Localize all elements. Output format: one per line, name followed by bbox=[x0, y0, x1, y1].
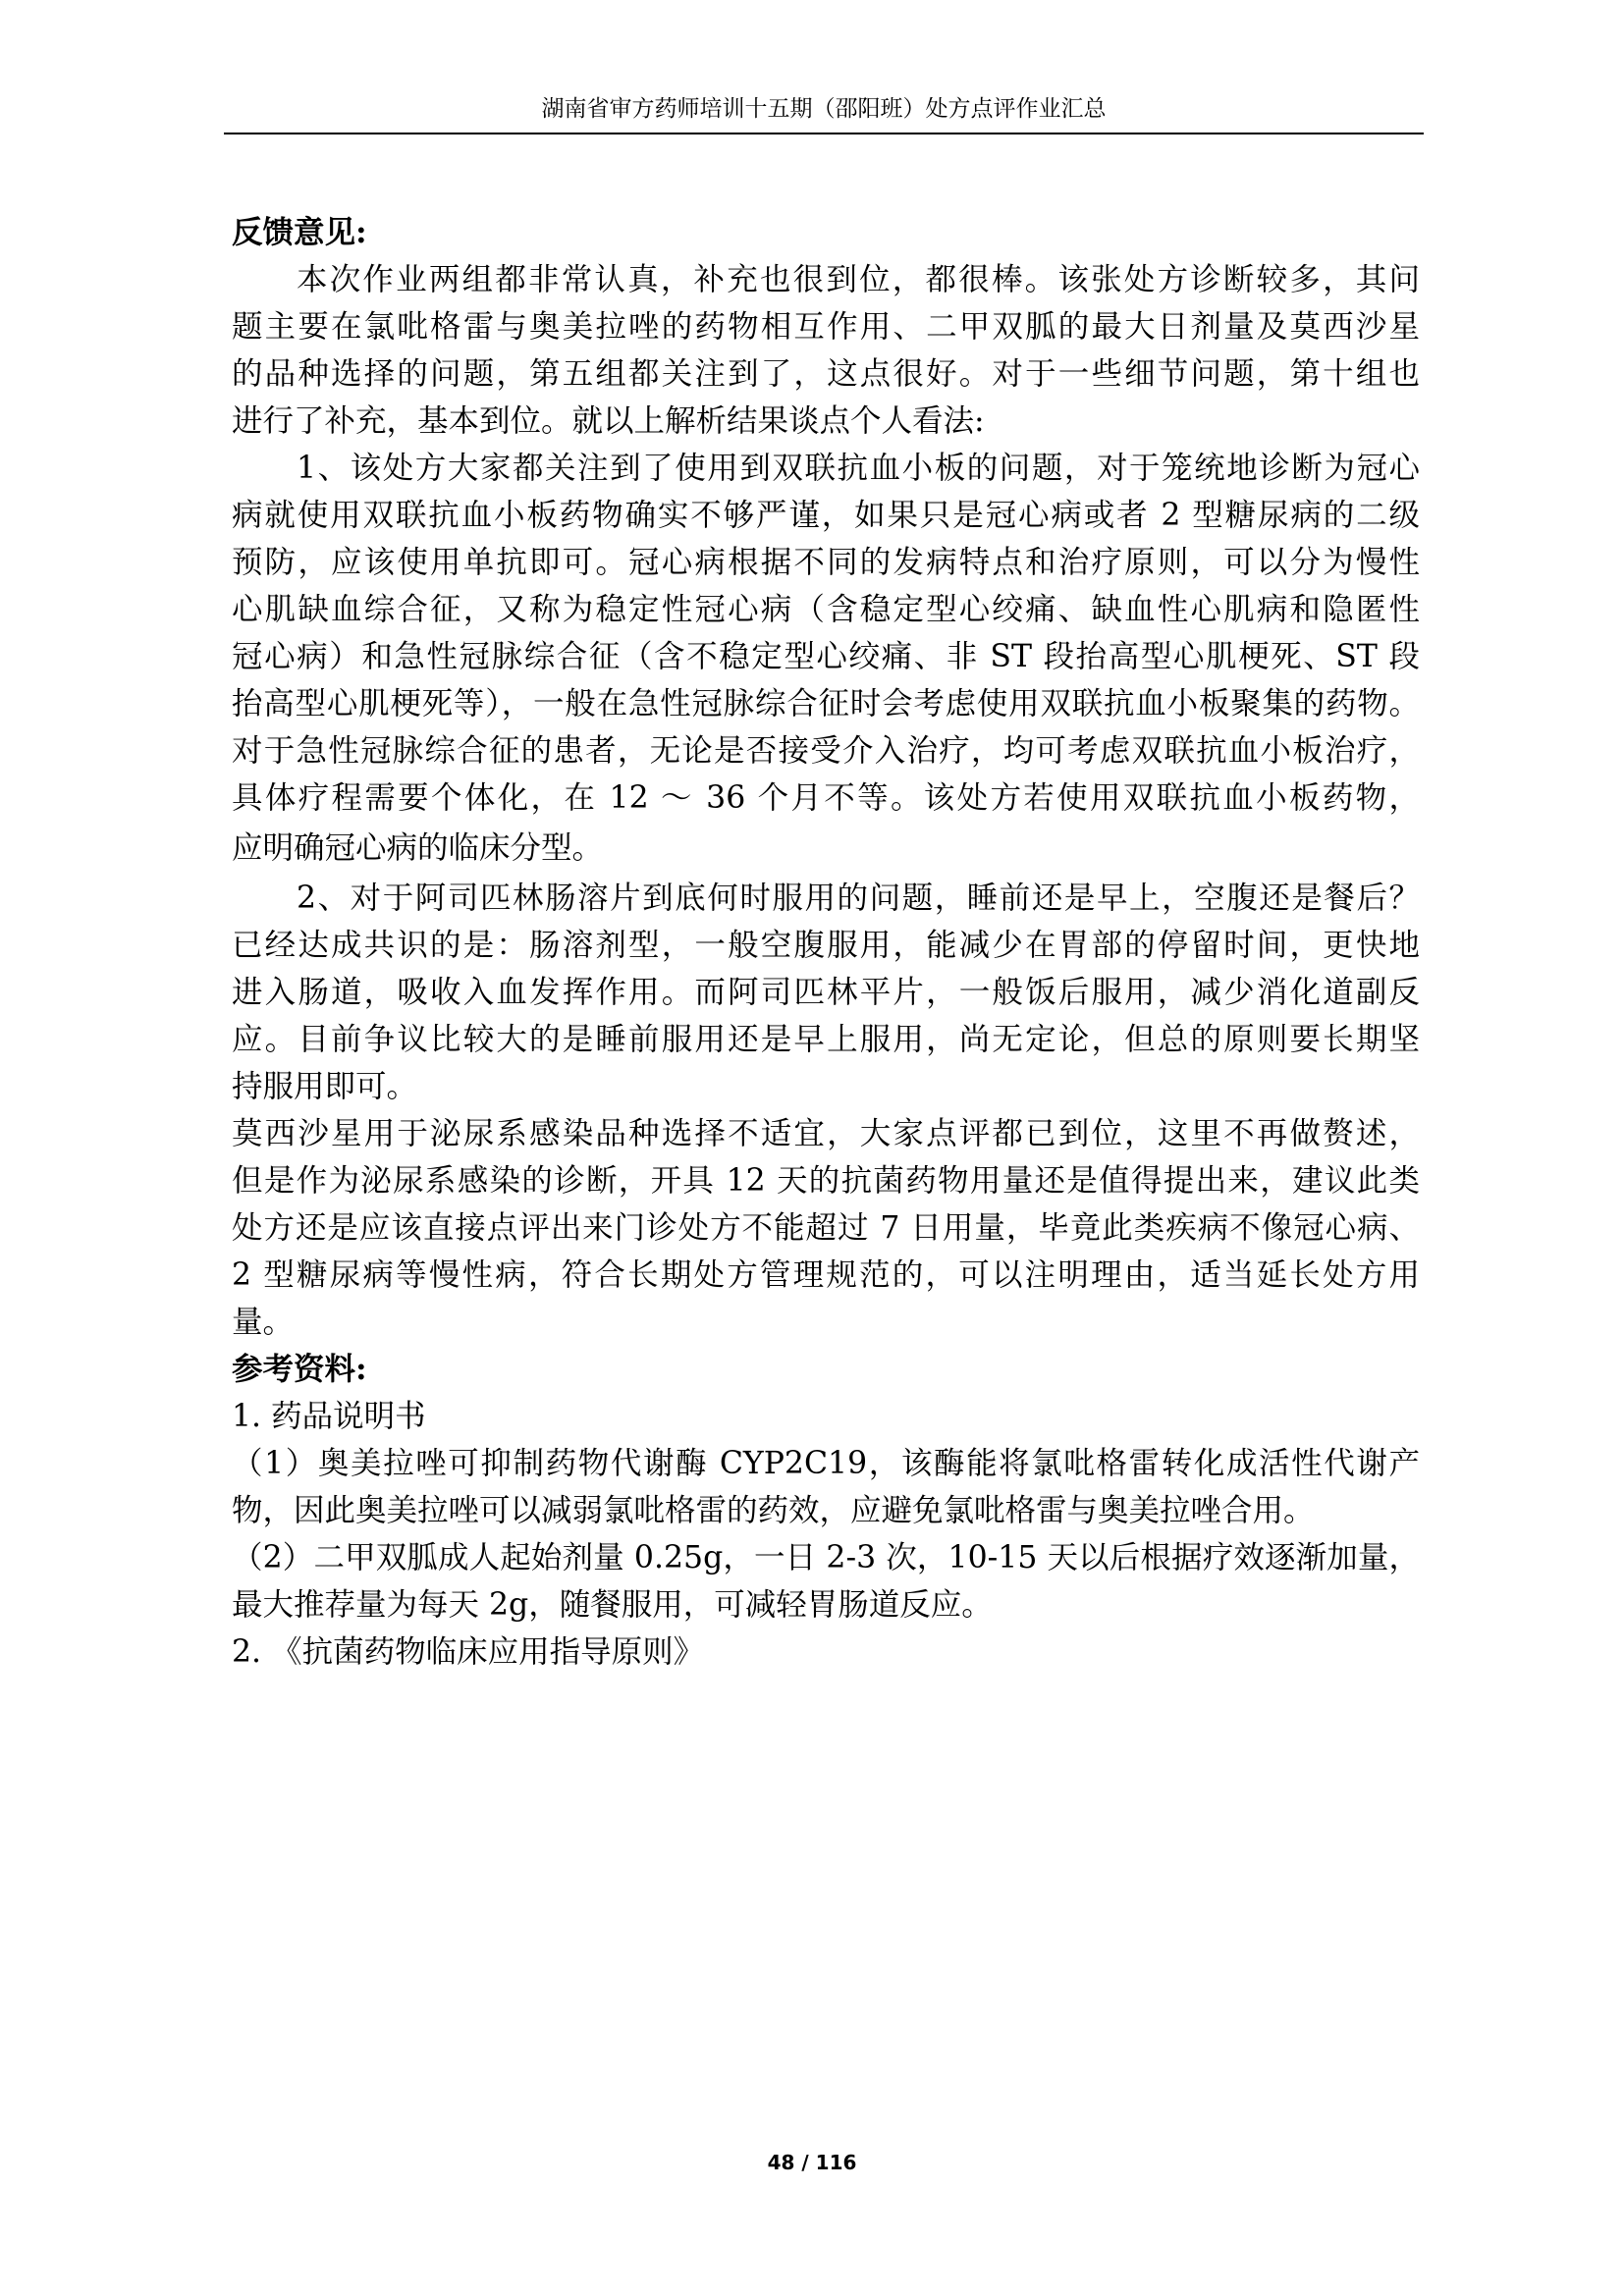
moxifloxacin-paragraph bbox=[232, 1110, 1420, 1346]
paragraph-line: 物，因此奥美拉唑可以减弱氯吡格雷的药效，应避免氯吡格雷与奥美拉唑合用。 bbox=[232, 1493, 1315, 1528]
references-heading: 参考资料: bbox=[232, 1351, 367, 1387]
paragraph-line: 已经达成共识的是：肠溶剂型，一般空腹服用，能减少在胃部的停留时间，更快地 bbox=[232, 928, 1420, 963]
paragraph-line: 莫西沙星用于泌尿系感染品种选择不适宜，大家点评都已到位，这里不再做赘述， bbox=[232, 1116, 1420, 1151]
paragraph-line: 应明确冠心病的临床分型。 bbox=[232, 830, 604, 866]
paragraph-line: （2）二甲双胍成人起始剂量 0.25g，一日 2-3 次，10-15 天以后根据疗效逐渐加量， bbox=[232, 1540, 1420, 1575]
paragraph-line: 病就使用双联抗血小板药物确实不够严谨，如果只是冠心病或者 2 型糖尿病的二级 bbox=[232, 498, 1420, 533]
intro-paragraph bbox=[232, 256, 1420, 445]
paragraph-line: 量。 bbox=[232, 1305, 295, 1340]
document-body bbox=[232, 209, 1420, 1676]
feedback-heading: 反馈意见: bbox=[232, 214, 367, 250]
paragraph-line: 应。目前争议比较大的是睡前服用还是早上服用，尚无定论，但总的原则要长期坚 bbox=[232, 1022, 1420, 1057]
paragraph-line: 本次作业两组都非常认真，补充也很到位，都很棒。该张处方诊断较多，其问 bbox=[297, 262, 1420, 297]
paragraph-line: 2 型糖尿病等慢性病，符合长期处方管理规范的，可以注明理由，适当延长处方用 bbox=[232, 1257, 1420, 1293]
paragraph-line: 但是作为泌尿系感染的诊断，开具 12 天的抗菌药物用量还是值得提出来，建议此类 bbox=[232, 1163, 1420, 1199]
paragraph-line: 心肌缺血综合征，又称为稳定性冠心病（含稳定型心绞痛、缺血性心肌病和隐匿性 bbox=[232, 592, 1420, 627]
paragraph-line: 2、对于阿司匹林肠溶片到底何时服用的问题，睡前还是早上，空腹还是餐后？ bbox=[297, 881, 1420, 916]
paragraph-line: 具体疗程需要个体化，在 12 ～ 36 个月不等。该处方若使用双联抗血小板药物， bbox=[232, 780, 1420, 816]
reference-1-item-1 bbox=[232, 1440, 1420, 1534]
paragraph-line: 题主要在氯吡格雷与奥美拉唑的药物相互作用、二甲双胍的最大日剂量及莫西沙星 bbox=[232, 309, 1420, 345]
paragraph-line: 的品种选择的问题，第五组都关注到了，这点很好。对于一些细节问题，第十组也 bbox=[232, 356, 1420, 392]
paragraph-line: 处方还是应该直接点评出来门诊处方不能超过 7 日用量，毕竟此类疾病不像冠心病、 bbox=[232, 1210, 1420, 1246]
paragraph-line: 1、该处方大家都关注到了使用到双联抗血小板的问题，对于笼统地诊断为冠心 bbox=[297, 451, 1420, 486]
point-2-paragraph bbox=[232, 875, 1420, 1110]
reference-2-title: 2. 《抗菌药物临床应用指导原则》 bbox=[232, 1634, 705, 1670]
reference-1-title: 1. 药品说明书 bbox=[232, 1399, 426, 1434]
point-1-paragraph bbox=[232, 445, 1420, 875]
paragraph-line: 预防，应该使用单抗即可。冠心病根据不同的发病特点和治疗原则，可以分为慢性 bbox=[232, 545, 1420, 580]
paragraph-line: 进行了补充，基本到位。就以上解析结果谈点个人看法: bbox=[232, 403, 985, 439]
header-rule bbox=[224, 133, 1424, 134]
paragraph-line: 冠心病）和急性冠脉综合征（含不稳定型心绞痛、非 ST 段抬高型心肌梗死、ST 段 bbox=[232, 639, 1420, 674]
paragraph-line: 对于急性冠脉综合征的患者，无论是否接受介入治疗，均可考虑双联抗血小板治疗， bbox=[232, 733, 1420, 769]
reference-1-item-2 bbox=[232, 1534, 1420, 1629]
running-header: 湖南省审方药师培训十五期（邵阳班）处方点评作业汇总 bbox=[541, 96, 1107, 122]
paragraph-line: 最大推荐量为每天 2g，随餐服用，可减轻胃肠道反应。 bbox=[232, 1587, 993, 1623]
paragraph-line: （1）奥美拉唑可抑制药物代谢酶 CYP2C19，该酶能将氯吡格雷转化成活性代谢产 bbox=[232, 1446, 1420, 1481]
paragraph-line: 抬高型心肌梗死等），一般在急性冠脉综合征时会考虑使用双联抗血小板聚集的药物。 bbox=[232, 686, 1420, 721]
paragraph-line: 进入肠道，吸收入血发挥作用。而阿司匹林平片，一般饭后服用，减少消化道副反 bbox=[232, 975, 1420, 1010]
paragraph-line: 持服用即可。 bbox=[232, 1069, 418, 1104]
page-number: 48 / 116 bbox=[767, 2151, 857, 2174]
